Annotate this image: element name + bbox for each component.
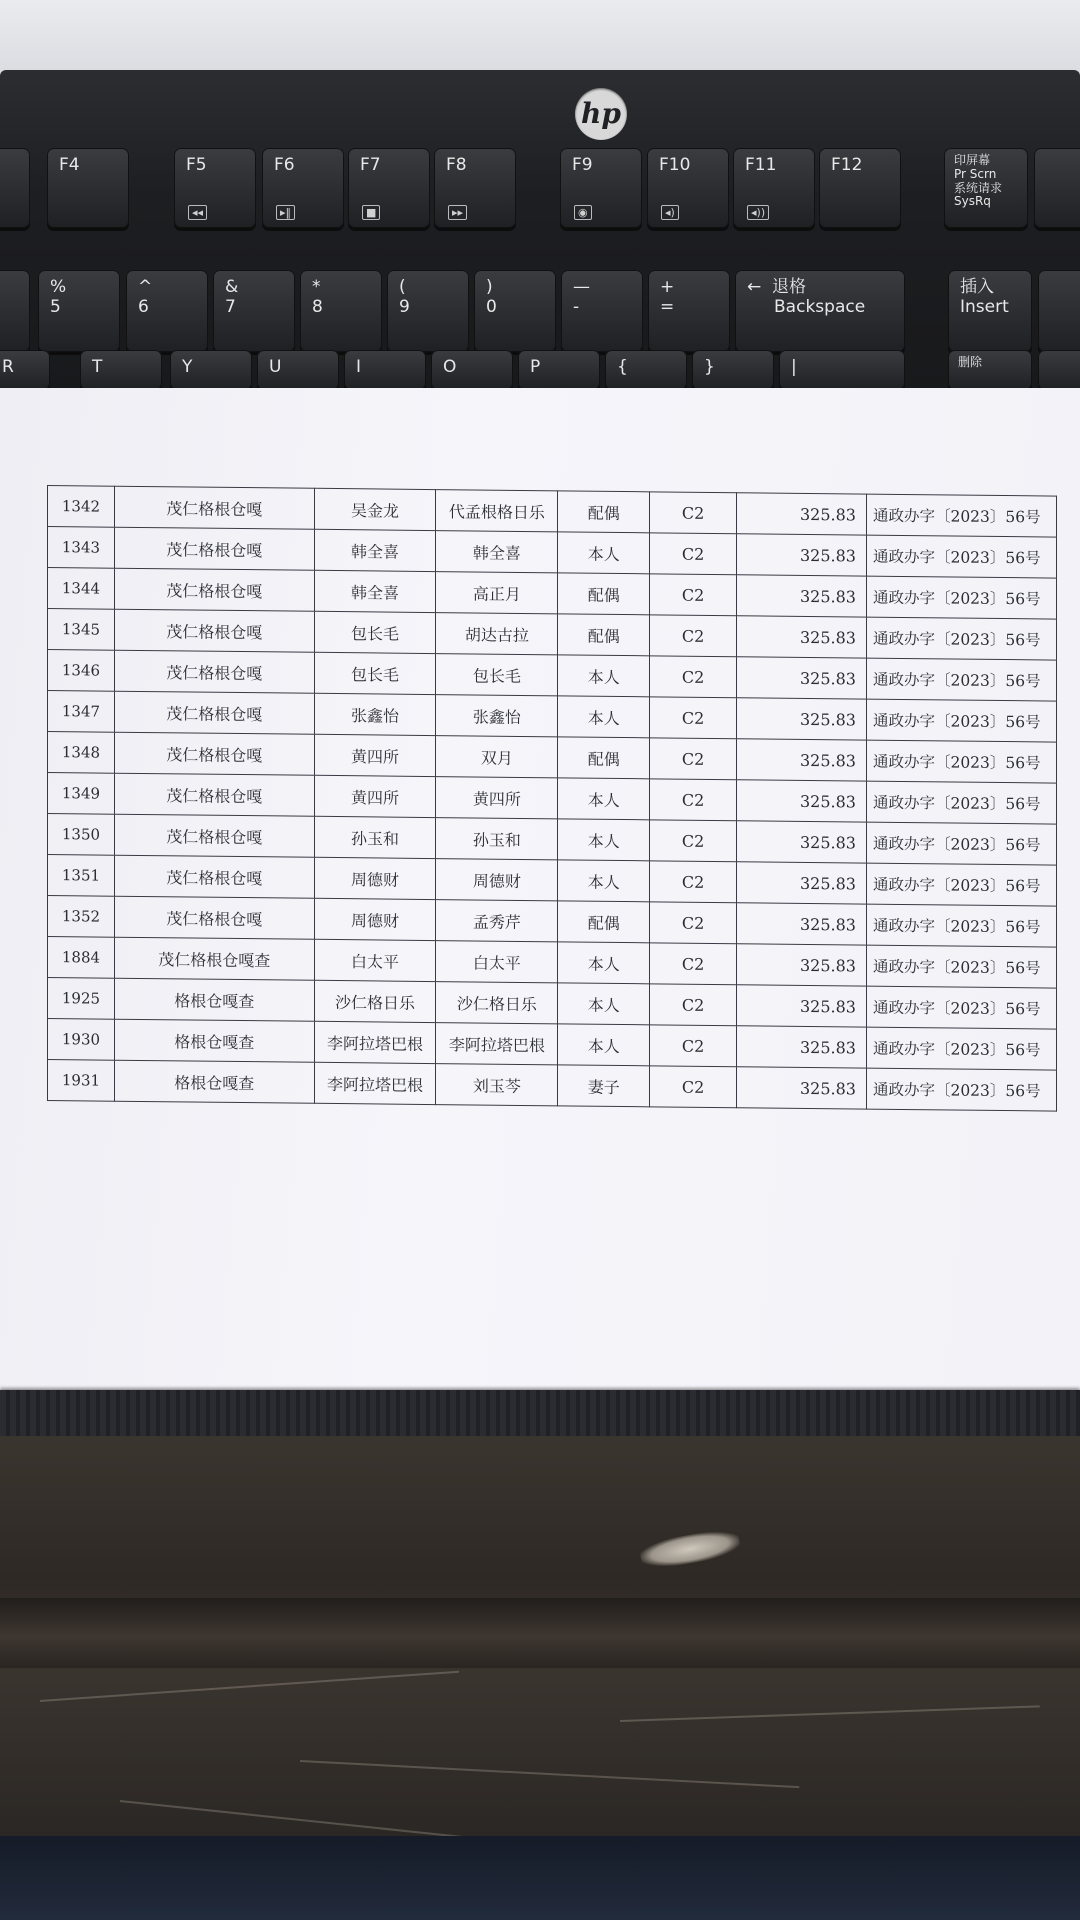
- cell-amount: 325.83: [737, 1026, 867, 1068]
- cell-grade: C2: [650, 1066, 737, 1108]
- cell-village: 茂仁格根仓嘎: [114, 732, 314, 775]
- key-o: O: [431, 350, 513, 390]
- key-scroll-lock: [1034, 148, 1080, 228]
- cell-amount: 325.83: [737, 493, 867, 535]
- cell-number: 1343: [48, 527, 115, 569]
- key-u: U: [257, 350, 339, 390]
- cell-relation: 本人: [558, 819, 650, 861]
- cell-village: 茂仁格根仓嘎: [114, 773, 314, 816]
- cell-amount: 325.83: [737, 739, 867, 781]
- paper-edge: [0, 0, 1080, 80]
- cell-number: 1346: [48, 650, 115, 692]
- cell-village: 茂仁格根仓嘎: [114, 896, 314, 939]
- key-8: * 8: [300, 270, 382, 352]
- key-f9: F9 ◉: [560, 148, 642, 228]
- cell-grade: C2: [650, 779, 737, 821]
- cell-grade: C2: [650, 984, 737, 1026]
- cell-number: 1931: [48, 1060, 115, 1102]
- keyboard: [0, 70, 1080, 388]
- cell-document-ref: 通政办字〔2023〕56号: [866, 986, 1056, 1029]
- cell-grade: C2: [650, 574, 737, 616]
- cell-relation: 配偶: [558, 614, 650, 656]
- key-f4: F4: [47, 148, 129, 228]
- key-f10: F10 ◂): [647, 148, 729, 228]
- cell-village: 茂仁格根仓嘎查: [114, 937, 314, 980]
- cell-village: 茂仁格根仓嘎: [114, 609, 314, 652]
- cell-number: 1351: [48, 855, 115, 897]
- cell-relation: 本人: [558, 942, 650, 984]
- key-6: ^ 6: [126, 270, 208, 352]
- cell-member-name: 刘玉芩: [436, 1064, 558, 1106]
- key-5: % 5: [38, 270, 120, 352]
- cell-household-head: 黄四所: [314, 775, 436, 817]
- cell-relation: 妻子: [558, 1065, 650, 1107]
- key-equals: + =: [648, 270, 730, 352]
- key-backspace: ← 退格 Backspace: [735, 270, 905, 352]
- cell-number: 1345: [48, 609, 115, 651]
- cell-member-name: 黄四所: [436, 777, 558, 819]
- cell-household-head: 李阿拉塔巴根: [314, 1062, 436, 1104]
- cell-member-name: 高正月: [436, 572, 558, 614]
- hp-logo: hp: [575, 88, 627, 140]
- cell-village: 茂仁格根仓嘎: [114, 568, 314, 611]
- key-insert: 插入 Insert: [948, 270, 1032, 352]
- cell-village: 格根仓嘎查: [114, 1060, 314, 1103]
- cell-member-name: 周德财: [436, 859, 558, 901]
- cell-grade: C2: [650, 697, 737, 739]
- cell-member-name: 白太平: [436, 941, 558, 983]
- cell-amount: 325.83: [737, 903, 867, 945]
- cell-household-head: 李阿拉塔巴根: [314, 1021, 436, 1063]
- cell-number: 1350: [48, 814, 115, 856]
- cell-grade: C2: [650, 615, 737, 657]
- cell-amount: 325.83: [737, 985, 867, 1027]
- cell-amount: 325.83: [737, 698, 867, 740]
- cell-village: 茂仁格根仓嘎: [114, 527, 314, 570]
- key-0: ) 0: [474, 270, 556, 352]
- cell-number: 1342: [48, 486, 115, 528]
- cell-amount: 325.83: [737, 657, 867, 699]
- cell-amount: 325.83: [737, 616, 867, 658]
- key-home: [1038, 270, 1080, 352]
- cell-member-name: 包长毛: [436, 654, 558, 696]
- cell-member-name: 代孟根格日乐: [436, 490, 558, 532]
- cell-number: 1348: [48, 732, 115, 774]
- cell-household-head: 包长毛: [314, 611, 436, 653]
- cell-member-name: 李阿拉塔巴根: [436, 1023, 558, 1065]
- key-i: I: [344, 350, 426, 390]
- cell-member-name: 沙仁格日乐: [436, 982, 558, 1024]
- cell-document-ref: 通政办字〔2023〕56号: [866, 740, 1056, 783]
- cell-document-ref: 通政办字〔2023〕56号: [866, 863, 1056, 906]
- cell-relation: 本人: [558, 778, 650, 820]
- key-r: R: [0, 350, 50, 390]
- cell-village: 茂仁格根仓嘎: [114, 814, 314, 857]
- cell-village: 格根仓嘎查: [114, 978, 314, 1021]
- clipboard-edge: [0, 1390, 1080, 1438]
- key-4: [0, 270, 30, 352]
- cell-grade: C2: [650, 902, 737, 944]
- cell-relation: 本人: [558, 532, 650, 574]
- cell-grade: C2: [650, 861, 737, 903]
- subsidy-table: [47, 485, 1057, 1112]
- cell-village: 茂仁格根仓嘎: [114, 650, 314, 693]
- cell-document-ref: 通政办字〔2023〕56号: [866, 904, 1056, 947]
- cell-village: 茂仁格根仓嘎: [114, 855, 314, 898]
- cell-document-ref: 通政办字〔2023〕56号: [866, 617, 1056, 660]
- cell-amount: 325.83: [737, 534, 867, 576]
- cell-relation: 本人: [558, 655, 650, 697]
- cell-member-name: 双月: [436, 736, 558, 778]
- cell-grade: C2: [650, 738, 737, 780]
- key-f8: F8 ▸▸: [434, 148, 516, 228]
- cell-village: 茂仁格根仓嘎: [114, 691, 314, 734]
- cell-village: 茂仁格根仓嘎: [114, 486, 314, 529]
- cell-relation: 本人: [558, 1024, 650, 1066]
- cell-relation: 配偶: [558, 901, 650, 943]
- desk-groove: [0, 1598, 1080, 1668]
- cell-member-name: 韩全喜: [436, 531, 558, 573]
- cell-household-head: 周德财: [314, 898, 436, 940]
- cell-member-name: 张鑫怡: [436, 695, 558, 737]
- floor: [0, 1836, 1080, 1920]
- cell-amount: 325.83: [737, 944, 867, 986]
- key-f11: F11 ◂)): [733, 148, 815, 228]
- cell-member-name: 孟秀芹: [436, 900, 558, 942]
- key-f7: F7 ■: [348, 148, 430, 228]
- cell-number: 1930: [48, 1019, 115, 1061]
- key-f6: F6 ▸‖: [262, 148, 344, 228]
- cell-grade: C2: [650, 1025, 737, 1067]
- key-y: Y: [170, 350, 252, 390]
- cell-number: 1349: [48, 773, 115, 815]
- cell-household-head: 吴金龙: [314, 488, 436, 530]
- cell-relation: 配偶: [558, 491, 650, 533]
- cell-amount: 325.83: [737, 862, 867, 904]
- cell-document-ref: 通政办字〔2023〕56号: [866, 781, 1056, 824]
- key-t: T: [80, 350, 162, 390]
- cell-grade: C2: [650, 492, 737, 534]
- key-9: ( 9: [387, 270, 469, 352]
- cell-village: 格根仓嘎查: [114, 1019, 314, 1062]
- cell-household-head: 周德财: [314, 857, 436, 899]
- cell-amount: 325.83: [737, 821, 867, 863]
- key-minus: — -: [561, 270, 643, 352]
- cell-grade: C2: [650, 656, 737, 698]
- cell-grade: C2: [650, 533, 737, 575]
- cell-document-ref: 通政办字〔2023〕56号: [866, 699, 1056, 742]
- cell-document-ref: 通政办字〔2023〕56号: [866, 945, 1056, 988]
- cell-number: 1925: [48, 978, 115, 1020]
- cell-member-name: 孙玉和: [436, 818, 558, 860]
- cell-household-head: 沙仁格日乐: [314, 980, 436, 1022]
- cell-document-ref: 通政办字〔2023〕56号: [866, 1068, 1056, 1111]
- cell-document-ref: 通政办字〔2023〕56号: [866, 576, 1056, 619]
- key-p: P: [518, 350, 600, 390]
- key-end: [1038, 350, 1080, 390]
- cell-household-head: 黄四所: [314, 734, 436, 776]
- key-f5: F5 ◂◂: [174, 148, 256, 228]
- cell-member-name: 胡达古拉: [436, 613, 558, 655]
- cell-household-head: 包长毛: [314, 652, 436, 694]
- cell-number: 1884: [48, 937, 115, 979]
- cell-amount: 325.83: [737, 575, 867, 617]
- cell-number: 1344: [48, 568, 115, 610]
- key-backslash: |: [779, 350, 905, 390]
- key-left-brace: {: [605, 350, 687, 390]
- key-delete: 删除: [948, 350, 1032, 390]
- cell-relation: 配偶: [558, 737, 650, 779]
- cell-document-ref: 通政办字〔2023〕56号: [866, 1027, 1056, 1070]
- cell-document-ref: 通政办字〔2023〕56号: [866, 494, 1056, 537]
- cell-document-ref: 通政办字〔2023〕56号: [866, 658, 1056, 701]
- key-7: & 7: [213, 270, 295, 352]
- cell-document-ref: 通政办字〔2023〕56号: [866, 822, 1056, 865]
- key-prtsc: 印屏幕 Pr Scrn 系统请求 SysRq: [944, 148, 1028, 228]
- cell-amount: 325.83: [737, 780, 867, 822]
- key-f3: [0, 148, 30, 228]
- key-right-brace: }: [692, 350, 774, 390]
- cell-number: 1352: [48, 896, 115, 938]
- cell-relation: 本人: [558, 860, 650, 902]
- cell-relation: 本人: [558, 696, 650, 738]
- cell-grade: C2: [650, 820, 737, 862]
- table-body: [48, 486, 1057, 1112]
- cell-grade: C2: [650, 943, 737, 985]
- cell-document-ref: 通政办字〔2023〕56号: [866, 535, 1056, 578]
- key-f12: F12: [819, 148, 901, 228]
- cell-household-head: 孙玉和: [314, 816, 436, 858]
- cell-relation: 本人: [558, 983, 650, 1025]
- cell-relation: 配偶: [558, 573, 650, 615]
- cell-household-head: 韩全喜: [314, 570, 436, 612]
- cell-household-head: 张鑫怡: [314, 693, 436, 735]
- cell-household-head: 韩全喜: [314, 529, 436, 571]
- cell-household-head: 白太平: [314, 939, 436, 981]
- cell-amount: 325.83: [737, 1067, 867, 1109]
- cell-number: 1347: [48, 691, 115, 733]
